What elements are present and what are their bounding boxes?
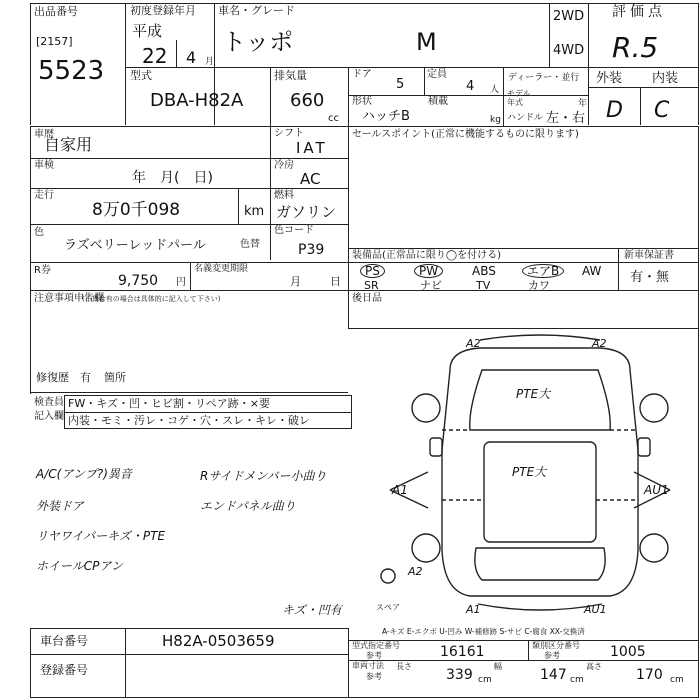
diagram-label-pte-roof: PTE大 <box>512 465 547 479</box>
shape: ハッチB <box>362 109 410 124</box>
inspector-row1: FW・キズ・凹・ヒビ割・リペア跡・×要 <box>68 397 270 410</box>
disp-unit: cc <box>328 113 339 124</box>
notes-label: 注意事項申告欄 <box>34 293 104 304</box>
width-label: 幅 <box>494 662 502 671</box>
lot-sub: [2157] <box>36 35 73 48</box>
bottom-note: キズ・凹有 <box>282 603 342 617</box>
handwritten-note-4: ホイールCPアン <box>36 559 123 573</box>
sales-point-label: セールスポイント(正常に機能するものに限ります) <box>352 129 579 140</box>
drive-4wd: 4WD <box>553 43 585 58</box>
shift-label: シフト <box>274 128 304 139</box>
interior-label: 内装 <box>652 71 679 86</box>
load-label: 積載 <box>428 96 448 107</box>
damage-legend: A-キズ E-エクボ U-凹み W-補修跡 S-サビ C-腐食 XX-交換済 <box>382 627 585 636</box>
mileage: 8万0千098 <box>92 200 181 220</box>
exterior-grade: D <box>606 98 623 123</box>
model-label: 型式 <box>130 69 152 82</box>
inspector-label-2: 記入欄 <box>34 411 64 422</box>
equip-abs: ABS <box>472 264 496 278</box>
recycle-value: 9,750 <box>118 273 159 289</box>
recycle-label: R券 <box>34 265 51 276</box>
diagram-label-a2-top-right: A2 <box>592 337 607 350</box>
notes-sub: (不具合有の場合は具体的に記入して下さい) <box>82 295 221 303</box>
name-grade-label: 車名・グレード <box>218 4 295 17</box>
ac: AC <box>300 170 321 188</box>
inspection-label: 車検 <box>34 160 54 171</box>
expiry-day: 日 <box>330 275 341 288</box>
rear-seat-label: 後日品 <box>352 293 382 304</box>
handwritten-note-1: A/C(アンプ?)異音 <box>36 467 132 481</box>
year-unit: 年 <box>578 99 588 109</box>
type-designation-label: 型式指定番号 <box>352 641 400 650</box>
era: 平成 <box>132 22 163 40</box>
displacement: 660 <box>290 90 325 111</box>
type-designation: 16161 <box>440 644 485 660</box>
inspector-row2: 内装・モミ・汚レ・コゲ・穴・スレ・キレ・破レ <box>68 414 310 427</box>
mileage-label: 走行 <box>34 190 54 201</box>
color-label: 色 <box>34 227 44 238</box>
eval-score: R.5 <box>612 31 659 64</box>
model-code: DBA-H82A <box>150 90 244 111</box>
recycle-unit: 円 <box>176 277 186 288</box>
shape-label: 形状 <box>352 96 372 107</box>
width: 147 <box>540 667 567 683</box>
length: 339 <box>446 667 473 683</box>
diagram-label-au1-rear: AU1 <box>584 603 607 616</box>
history-label: 車歴 <box>34 129 54 140</box>
load-unit: kg <box>490 115 501 125</box>
inspection-value: 年 月( 日) <box>132 170 213 186</box>
spare-label: スペア <box>376 603 400 612</box>
shift: IAT <box>296 139 328 157</box>
title-expiry-label: 名義変更期限 <box>194 264 249 274</box>
handle-value: 左・右 <box>546 111 586 126</box>
diagram-label-a2-rear: A2 <box>408 565 423 578</box>
history: 自家用 <box>44 135 93 154</box>
length-label: 長さ <box>396 662 412 671</box>
color-change-label: 色替 <box>240 239 260 250</box>
diagram-label-a1-left: A1 <box>392 483 408 497</box>
equip-tv: TV <box>476 279 491 292</box>
width-unit: cm <box>570 675 584 685</box>
doors: 5 <box>396 77 405 92</box>
car-name: トッポ <box>222 28 294 56</box>
category: 1005 <box>610 644 646 660</box>
capacity: 4 <box>466 79 475 94</box>
height: 170 <box>636 667 663 683</box>
chassis-label: 車台番号 <box>40 634 89 648</box>
color-code: P39 <box>298 242 325 258</box>
color: ラズベリーレッドパール <box>64 238 206 253</box>
ac-label: 冷房 <box>274 160 294 171</box>
model-year-label: モデル年式 <box>507 89 531 107</box>
category-ref-label: 参考 <box>544 651 560 660</box>
reg-month-unit: 月 <box>205 57 215 67</box>
equip-label: 装備品(正常品に限り◯を付ける) <box>352 250 501 261</box>
diagram-label-a2-top-left: A2 <box>466 337 481 350</box>
exterior-label: 外装 <box>596 71 623 86</box>
handwritten-note-3: リヤワイパーキズ・PTE <box>36 529 166 543</box>
handle-label: ハンドル <box>507 113 544 123</box>
disp-label: 排気量 <box>274 69 307 82</box>
repair-suffix: 箇所 <box>104 371 126 384</box>
equip-leather: カワ <box>528 279 550 292</box>
dims-label: 車両寸法 <box>352 661 384 670</box>
mileage-unit: km <box>244 204 265 219</box>
drive-2wd: 2WD <box>553 9 585 24</box>
lot-label: 出品番号 <box>34 5 78 18</box>
diagram-label-au1-right: AU1 <box>644 483 669 497</box>
dealer-label: ディーラー・並行 <box>508 73 580 83</box>
grade: M <box>416 28 437 56</box>
diagram-label-pte-hood: PTE大 <box>516 387 551 401</box>
diagram-label-a1-rear: A1 <box>466 603 481 616</box>
equip-sr: SR <box>364 279 379 292</box>
height-label: 高さ <box>586 662 602 671</box>
capacity-unit: 人 <box>490 85 500 95</box>
warranty-label: 新車保証書 <box>624 250 674 261</box>
car-damage-diagram <box>380 330 698 630</box>
reg-number-label: 登録番号 <box>40 663 89 677</box>
warranty-value: 有・無 <box>630 270 670 285</box>
length-unit: cm <box>478 675 492 685</box>
inspector-label-1: 検査員 <box>34 397 64 408</box>
door-label: ドア <box>352 69 372 80</box>
equip-ps: PS <box>360 264 385 278</box>
lot-number: 5523 <box>38 56 105 86</box>
fuel-label: 燃料 <box>274 190 294 201</box>
dims-ref-label: 参考 <box>366 672 382 681</box>
fuel: ガソリン <box>276 203 337 221</box>
capacity-label: 定員 <box>427 69 447 80</box>
category-label: 類別区分番号 <box>532 641 580 650</box>
equip-navi: ナビ <box>420 279 442 292</box>
equip-airbag: エアB <box>522 264 564 278</box>
repair-value: 有 <box>80 371 91 384</box>
repair-label: 修復歴 <box>36 371 69 384</box>
handwritten-note-6: エンドパネル曲り <box>200 499 296 513</box>
height-unit: cm <box>670 675 684 685</box>
equip-aw: AW <box>582 264 602 278</box>
chassis-number: H82A-0503659 <box>162 632 275 650</box>
first-reg-label: 初度登録年月 <box>130 4 196 17</box>
expiry-month: 月 <box>290 275 301 288</box>
eval-label: 評価点 <box>612 4 666 20</box>
color-code-label: 色コード <box>274 225 314 236</box>
type-ref-label: 参考 <box>366 651 382 660</box>
equip-pw: PW <box>414 264 443 278</box>
reg-year: 22 <box>142 44 168 68</box>
interior-grade: C <box>654 98 670 123</box>
handwritten-note-2: 外装ドア <box>36 499 84 513</box>
handwritten-note-5: Rサイドメンバー小曲り <box>200 469 327 483</box>
reg-month: 4 <box>186 48 197 67</box>
